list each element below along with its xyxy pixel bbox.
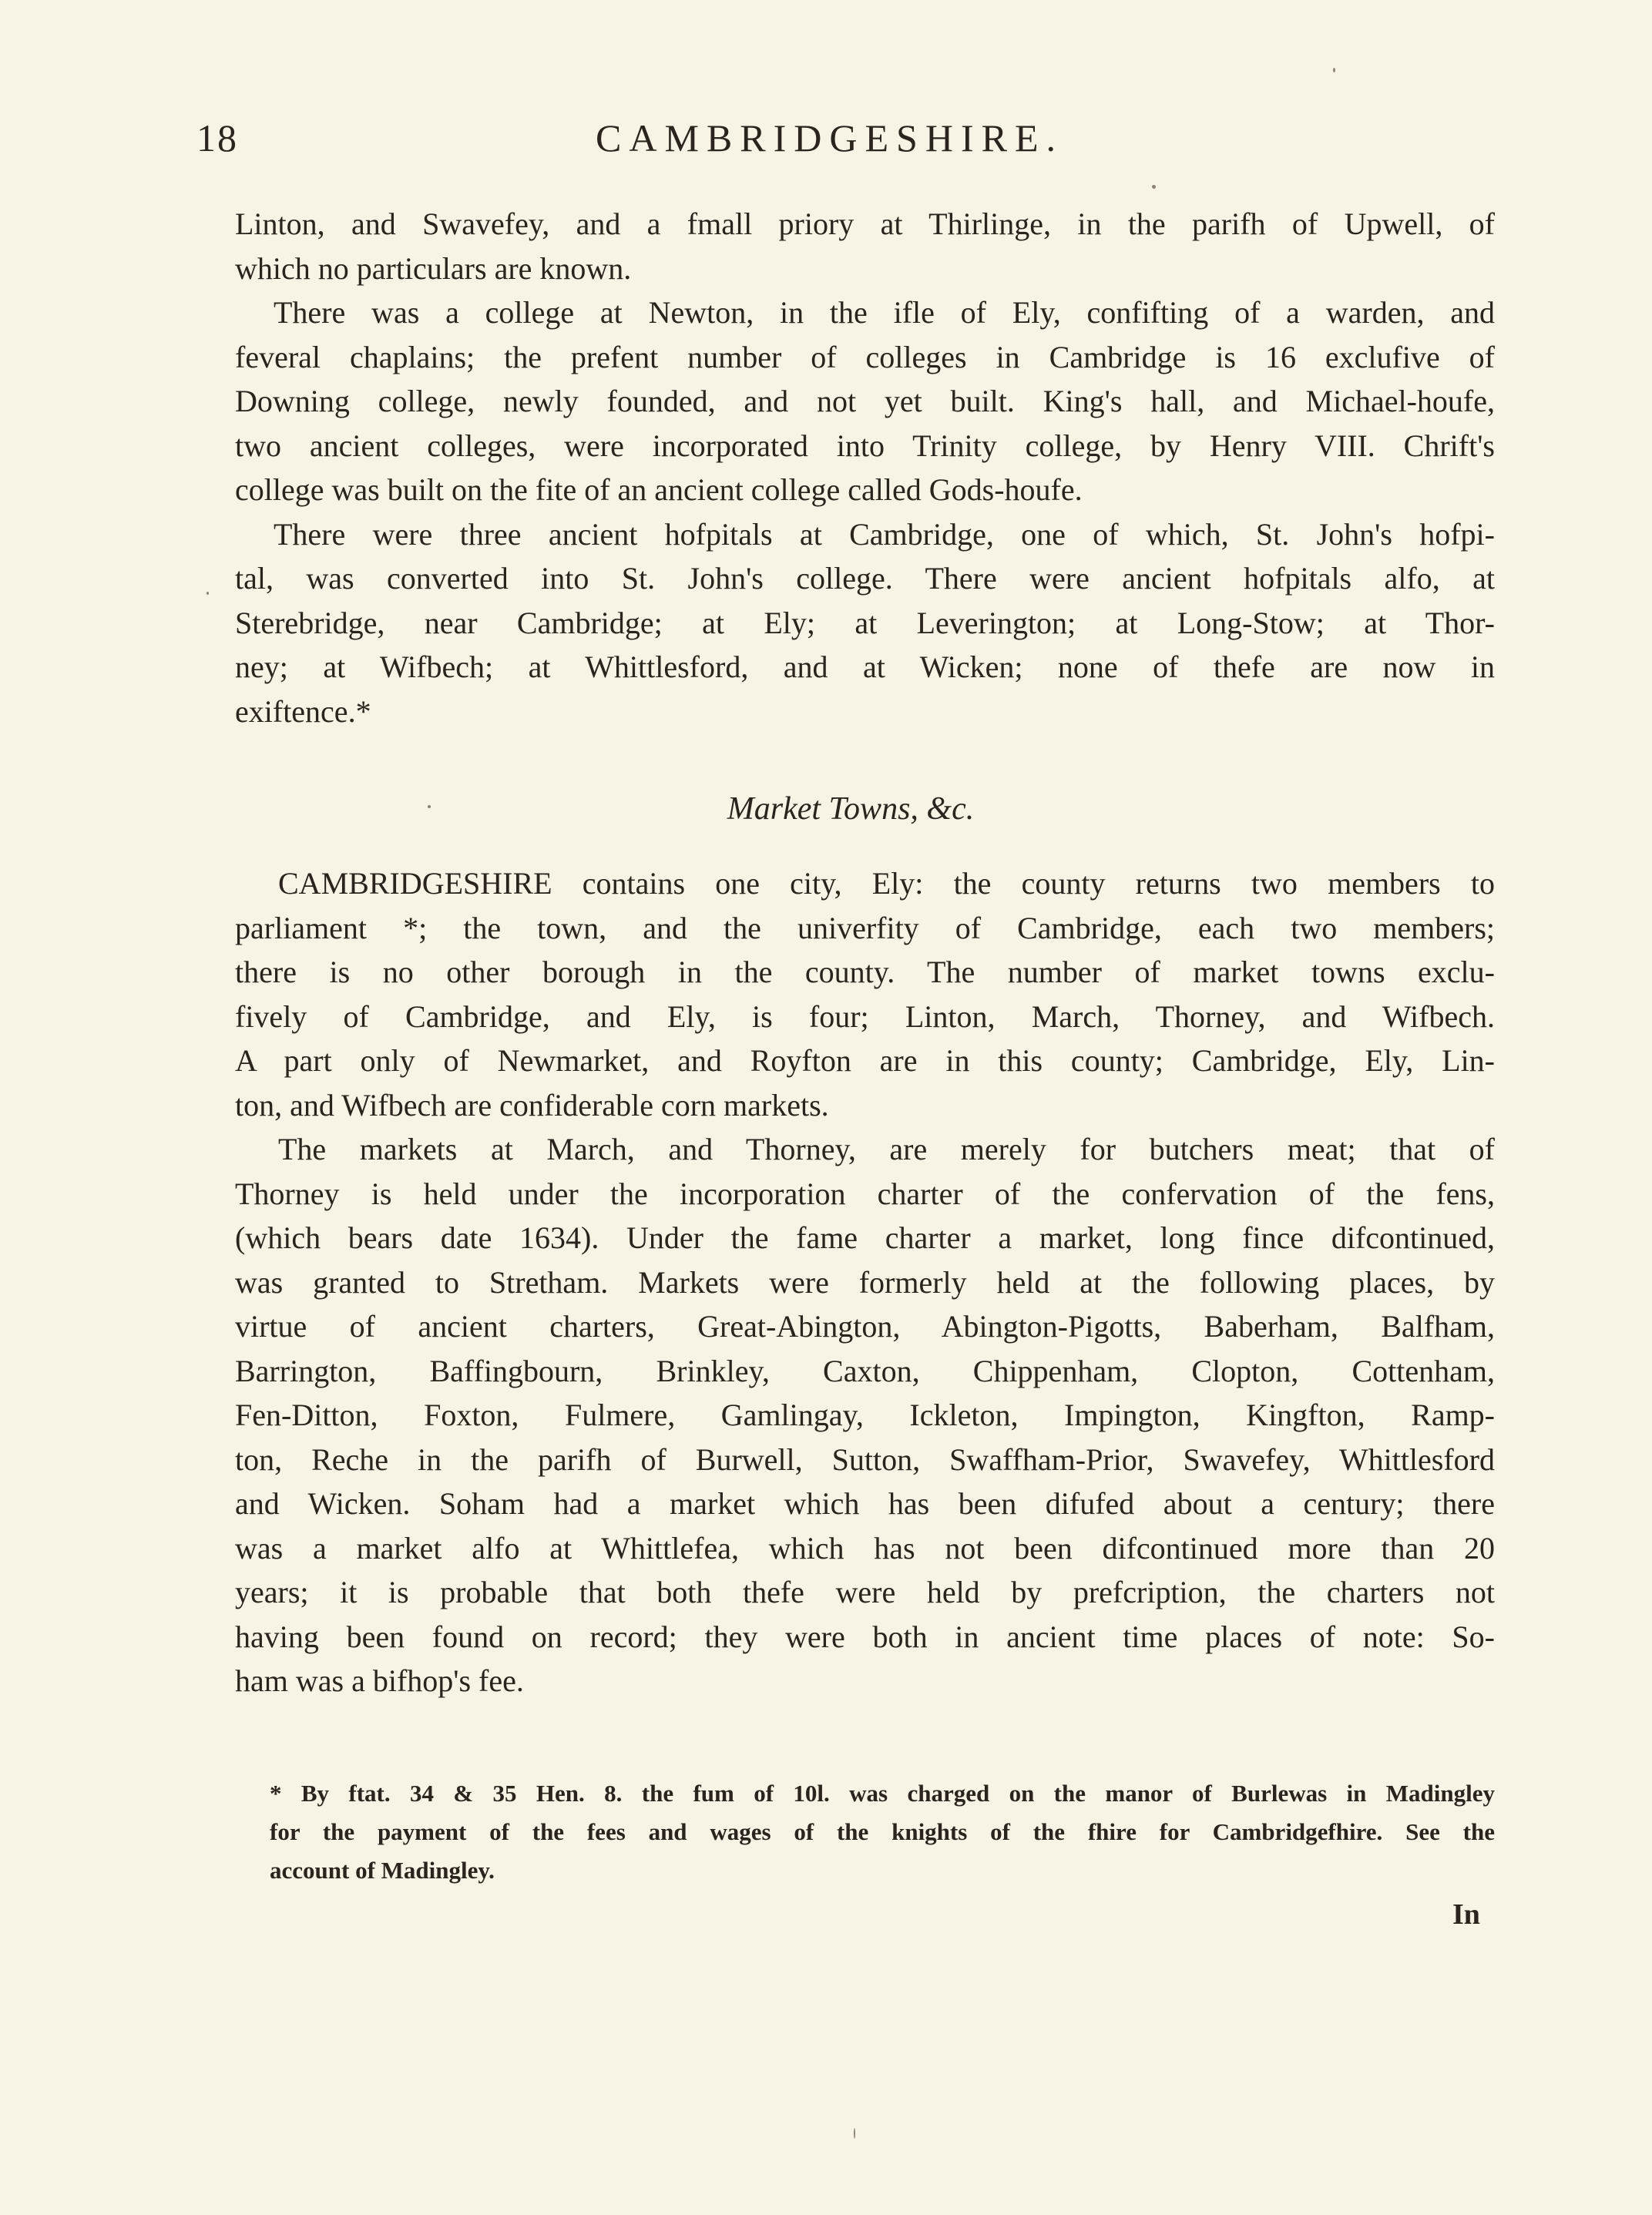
paper-speck — [854, 2128, 855, 2139]
text-line: Sterebridge, near Cambridge; at Ely; at Leverington; at Long-Stow; at Thor- — [235, 605, 1495, 640]
market-towns-paragraphs — [235, 861, 1495, 1703]
catchword: In — [1452, 1898, 1480, 1931]
text-line: years; it is probable that both thefe were held by prefcription, the charters not — [235, 1575, 1495, 1609]
text-line: having been found on record; they were both in ancient time places of note: So- — [235, 1619, 1495, 1654]
paper-speck — [1333, 68, 1335, 72]
text-line: virtue of ancient charters, Great-Abington, Abington-Pigotts, Baberham, Balfham, — [235, 1309, 1495, 1344]
text-line: fively of Cambridge, and Ely, is four; Linton, March, Thorney, and Wifbech. — [235, 998, 1495, 1034]
page-header — [196, 116, 1506, 177]
text-line: The markets at March, and Thorney, are merely for butchers meat; that of — [278, 1132, 1495, 1166]
running-title: CAMBRIDGESHIRE. — [596, 116, 1063, 159]
text-line: CAMBRIDGESHIRE contains one city, Ely: the county returns two members to — [278, 866, 1495, 901]
text-line: ham was a bifhop's fee. — [235, 1663, 524, 1698]
text-line: Thorney is held under the incorporation charter of the confervation of the fens, — [235, 1176, 1495, 1211]
paper-speck — [206, 592, 209, 595]
intro-paragraphs — [235, 202, 1495, 733]
paper-speck — [1152, 185, 1156, 189]
text-line: ton, and Wifbech are confiderable corn markets. — [235, 1087, 829, 1123]
text-line: parliament *; the town, and the univerfity of Cambridge, each two members; — [235, 910, 1495, 945]
text-line: which no particulars are known. — [235, 250, 632, 286]
footnote-line: account of Madingley. — [270, 1857, 495, 1884]
text-line: feveral chaplains; the prefent number of colleges in Cambridge is 16 exclufive of — [235, 339, 1495, 374]
text-line: ton, Reche in the parifh of Burwell, Sutton, Swaffham-Prior, Swavefey, Whittlesford — [235, 1441, 1495, 1477]
text-line: Fen-Ditton, Foxton, Fulmere, Gamlingay, Ickleton, Impington, Kingfton, Ramp- — [235, 1398, 1495, 1432]
text-line: Barrington, Baffingbourn, Brinkley, Caxton, Chippenham, Clopton, Cottenham, — [235, 1353, 1495, 1388]
text-line: was granted to Stretham. Markets were formerly held at the following places, by — [235, 1264, 1495, 1300]
text-line: and Wicken. Soham had a market which has been difufed about a century; there — [235, 1486, 1495, 1521]
text-line: was a market alfo at Whittlefea, which has not been difcontinued more than 20 — [235, 1530, 1495, 1566]
text-line: ney; at Wifbech; at Whittlesford, and at Wicken; none of thefe are now in — [235, 649, 1495, 684]
footnote — [270, 1774, 1495, 1890]
footnote-line: for the payment of the fees and wages of the knights of the fhire for Cambridgefhire. See the — [270, 1818, 1495, 1845]
text-line: There was a college at Newton, in the ifle of Ely, confifting of a warden, and — [274, 295, 1495, 330]
section-heading: Market Towns, &c. — [727, 791, 975, 827]
text-line: Linton, and Swavefey, and a fmall priory at Thirlinge, in the parifh of Upwell, of — [235, 206, 1495, 241]
text-line: tal, was converted into St. John's college. There were ancient hofpitals alfo, at — [235, 561, 1495, 596]
text-line: A part only of Newmarket, and Royfton are in this county; Cambridge, Ely, Lin- — [235, 1043, 1495, 1078]
page-number: 18 — [196, 116, 238, 159]
paper-speck — [428, 805, 431, 808]
text-line: two ancient colleges, were incorporated into Trinity college, by Henry VIII. Chrift's — [235, 428, 1495, 463]
text-line: there is no other borough in the county. The number of market towns exclu- — [235, 955, 1495, 989]
text-line: (which bears date 1634). Under the fame charter a market, long fince difcontinued, — [235, 1220, 1495, 1255]
footnote-line: * By ftat. 34 & 35 Hen. 8. the fum of 10l. was charged on the manor of Burlewas in Madingley — [270, 1780, 1495, 1807]
text-line: There were three ancient hofpitals at Cambridge, one of which, St. John's hofpi- — [274, 516, 1495, 552]
text-line: exiftence.* — [235, 693, 371, 729]
text-line: Downing college, newly founded, and not yet built. King's hall, and Michael-houfe, — [235, 384, 1495, 418]
text-line: college was built on the fite of an ancient college called Gods-houfe. — [235, 472, 1083, 507]
